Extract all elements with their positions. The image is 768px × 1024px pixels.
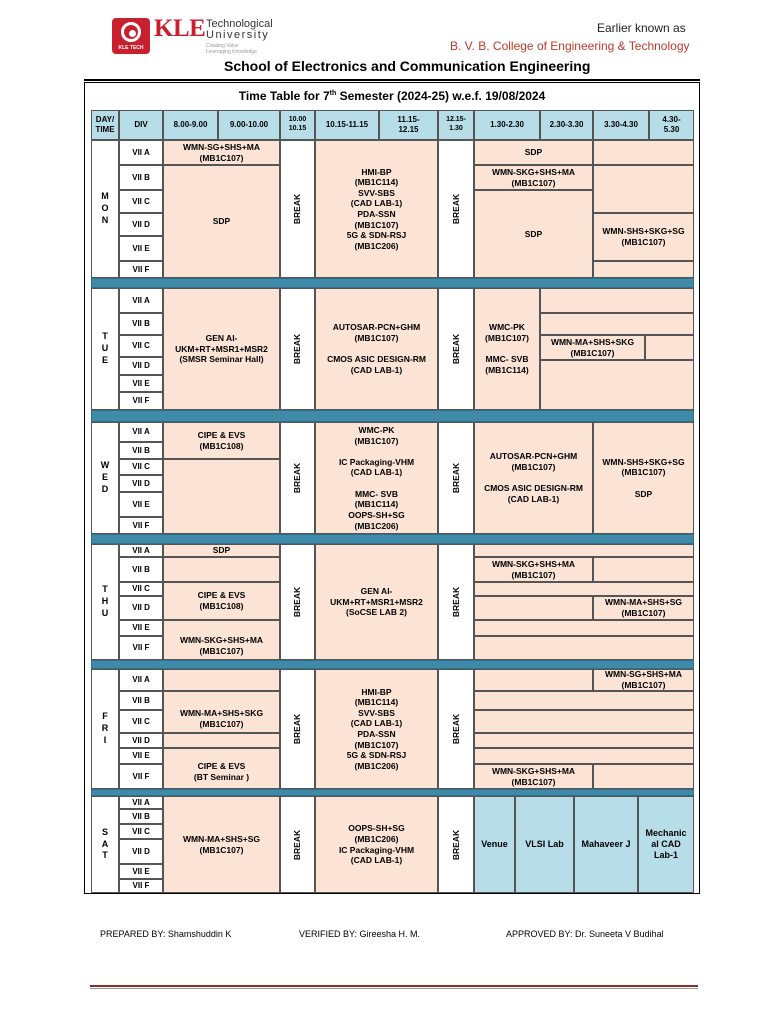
sat-mech-cad-lab: Mechanic al CAD Lab-1 (638, 796, 694, 893)
slot-empty (593, 140, 694, 165)
slot-empty (540, 313, 694, 335)
day-mon (91, 140, 119, 278)
day-separator (91, 660, 694, 669)
div-label: VII E (119, 236, 163, 261)
slot-thu-d-late: WMN-MA+SHS+SG (MB1C107) (593, 596, 694, 620)
slot-fri-f-aft: WMN-SKG+SHS+MA (MB1C107) (474, 764, 593, 789)
logo-tech: Technological (206, 18, 273, 30)
logo-sub: KLE TECH (118, 45, 144, 51)
slot-mon-bf-morning: SDP (163, 165, 280, 278)
slot-thu-cd-morning: CIPE & EVS (MB1C108) (163, 582, 280, 620)
col-time: 3.30-4.30 (593, 110, 649, 140)
slot-empty (163, 669, 280, 691)
div-label: VII C (119, 582, 163, 596)
break-label: BREAK (292, 333, 303, 365)
break-label: BREAK (450, 713, 461, 745)
slot-empty (474, 733, 694, 748)
div-label: VII C (119, 190, 163, 213)
slot-empty (474, 669, 593, 691)
div-label: VII D (119, 839, 163, 864)
day-label: S A T (101, 826, 109, 861)
col-day: DAY/ TIME (91, 110, 119, 140)
slot-sat-mid: OOPS-SH+SG (MB1C206) IC Packaging-VHM (CAD LAB-1) (315, 796, 438, 893)
day-label: F R I (101, 711, 109, 745)
break-cell (438, 669, 474, 789)
break-label: BREAK (450, 586, 461, 618)
logo-tagline: Creating Value Leveraging Knowledge (206, 43, 257, 55)
div-label: VII B (119, 809, 163, 824)
div-label: VII D (119, 733, 163, 748)
break-label: BREAK (450, 193, 461, 225)
day-separator (91, 789, 694, 796)
div-label: VII F (119, 261, 163, 278)
title-sup: th (329, 90, 337, 97)
col-time: 12.15- 1.30 (438, 110, 474, 140)
footer-rule (90, 985, 698, 987)
break-label: BREAK (292, 713, 303, 745)
col-time: 8.00-9.00 (163, 110, 218, 140)
slot-thu-a-morning: SDP (163, 544, 280, 557)
div-label: VII E (119, 492, 163, 517)
prepared-by: PREPARED BY: Shamshuddin K (100, 929, 232, 939)
slot-empty (540, 360, 694, 410)
slot-empty (163, 459, 280, 534)
slot-empty (540, 288, 694, 313)
col-time: 10.00 10.15 (280, 110, 315, 140)
title-pre: Time Table for 7 (238, 89, 330, 103)
slot-wed-mid: WMC-PK (MB1C107) IC Packaging-VHM (CAD LAB-1) MMC- SVB (MB1C114) OOPS-SH+SG (MB1C206) (315, 422, 438, 534)
logo-kle: KLE (154, 15, 206, 42)
div-label: VII E (119, 620, 163, 636)
div-label: VII A (119, 140, 163, 165)
header-rule (84, 79, 700, 81)
break-label: BREAK (292, 193, 303, 225)
logo-dot-icon (129, 30, 136, 37)
day-label: W E D (100, 460, 110, 494)
slot-mon-b-aft: WMN-SKG+SHS+MA (MB1C107) (474, 165, 593, 190)
col-time: 1.30-2.30 (474, 110, 540, 140)
div-label: VII A (119, 422, 163, 442)
div-label: VII B (119, 442, 163, 459)
div-label: VII C (119, 459, 163, 475)
col-div: DIV (119, 110, 163, 140)
slot-fri-a-late: WMN-SG+SHS+MA (MB1C107) (593, 669, 694, 691)
slot-empty (593, 165, 694, 213)
slot-fri-mid: HMI-BP (MB1C114) SVV-SBS (CAD LAB-1) PDA-SSN (MB1C107) 5G & SDN-RSJ (MB1C206) (315, 669, 438, 789)
day-separator (91, 534, 694, 544)
slot-wed-aft: AUTOSAR-PCN+GHM (MB1C107) CMOS ASIC DESIGN-RM (CAD LAB-1) (474, 422, 593, 534)
col-time: 9.00-10.00 (218, 110, 280, 140)
div-label: VII B (119, 557, 163, 582)
div-label: VII C (119, 824, 163, 839)
div-label: VII A (119, 796, 163, 809)
div-label: VII B (119, 691, 163, 710)
div-label: VII F (119, 764, 163, 789)
div-label: VII A (119, 669, 163, 691)
slot-fri-bc-morning: WMN-MA+SHS+SKG (MB1C107) (163, 691, 280, 733)
title-post: Semester (2024-25) w.e.f. 19/08/2024 (336, 89, 546, 103)
slot-mon-a-morning: WMN-SG+SHS+MA (MB1C107) (163, 140, 280, 165)
div-label: VII A (119, 544, 163, 557)
div-label: VII C (119, 335, 163, 357)
slot-thu-b-aft: WMN-SKG+SHS+MA (MB1C107) (474, 557, 593, 582)
break-cell (438, 422, 474, 534)
slot-empty (474, 748, 694, 764)
break-cell (438, 796, 474, 893)
footer-rule-thin (90, 988, 698, 989)
div-label: VII F (119, 636, 163, 660)
sat-venue: Venue (474, 796, 515, 893)
slot-mon-mid: HMI-BP (MB1C114) SVV-SBS (CAD LAB-1) PDA-SSN (MB1C107) 5G & SDN-RSJ (MB1C206) (315, 140, 438, 278)
slot-empty (474, 582, 694, 596)
slot-tue-morning: GEN AI- UKM+RT+MSR1+MSR2 (SMSR Seminar Hall) (163, 288, 280, 410)
break-cell (280, 288, 315, 410)
slot-fri-ef-morning: CIPE & EVS (BT Seminar ) (163, 748, 280, 789)
break-cell (438, 140, 474, 278)
break-cell (438, 288, 474, 410)
div-label: VII F (119, 392, 163, 410)
day-label: T H U (101, 584, 109, 618)
div-label: VII F (119, 879, 163, 893)
slot-empty (474, 636, 694, 660)
break-cell (280, 669, 315, 789)
logo-univ: University (206, 29, 270, 41)
slot-empty (474, 596, 593, 620)
day-thu (91, 544, 119, 660)
div-label: VII D (119, 213, 163, 236)
div-label: VII E (119, 864, 163, 879)
break-label: BREAK (450, 333, 461, 365)
approved-by: APPROVED BY: Dr. Suneeta V Budihal (506, 929, 664, 939)
col-time: 11.15- 12.15 (379, 110, 438, 140)
col-time: 4.30- 5.30 (649, 110, 694, 140)
slot-wed-ab-morning: CIPE & EVS (MB1C108) (163, 422, 280, 459)
slot-mon-de-late: WMN-SHS+SKG+SG (MB1C107) (593, 213, 694, 261)
break-cell (280, 544, 315, 660)
div-label: VII E (119, 375, 163, 392)
break-cell (280, 796, 315, 893)
school-name: School of Electronics and Communication Engineering (224, 58, 591, 74)
slot-empty (593, 764, 694, 789)
div-label: VII D (119, 357, 163, 375)
slot-thu-mid: GEN AI- UKM+RT+MSR1+MSR2 (SoCSE LAB 2) (315, 544, 438, 660)
slot-empty (593, 261, 694, 278)
day-sat (91, 796, 119, 893)
day-fri (91, 669, 119, 789)
slot-sat-morning: WMN-MA+SHS+SG (MB1C107) (163, 796, 280, 893)
slot-empty (593, 557, 694, 582)
break-cell (280, 140, 315, 278)
slot-tue-mid: AUTOSAR-PCN+GHM (MB1C107) CMOS ASIC DESIGN-RM (CAD LAB-1) (315, 288, 438, 410)
slot-thu-ef-morning: WMN-SKG+SHS+MA (MB1C107) (163, 620, 280, 660)
slot-wed-late: WMN-SHS+SKG+SG (MB1C107) SDP (593, 422, 694, 534)
known-as: Earlier known as (597, 21, 686, 35)
slot-empty (163, 557, 280, 582)
div-label: VII E (119, 748, 163, 764)
div-label: VII A (119, 288, 163, 313)
slot-empty (474, 691, 694, 710)
div-label: VII C (119, 710, 163, 733)
break-label: BREAK (292, 462, 303, 494)
slot-empty (474, 710, 694, 733)
break-cell (280, 422, 315, 534)
div-label: VII D (119, 475, 163, 492)
slot-mon-cf-aft: SDP (474, 190, 593, 278)
slot-empty (645, 335, 694, 360)
slot-empty (163, 733, 280, 748)
sat-mahaveer: Mahaveer J (574, 796, 638, 893)
slot-empty (474, 620, 694, 636)
col-time: 10.15-11.15 (315, 110, 379, 140)
break-label: BREAK (292, 586, 303, 618)
college-name: B. V. B. College of Engineering & Technology (450, 39, 690, 53)
verified-by: VERIFIED BY: Gireesha H. M. (299, 929, 421, 939)
day-wed (91, 422, 119, 534)
day-tue (91, 288, 119, 410)
div-label: VII B (119, 313, 163, 335)
day-label: M O N (101, 191, 109, 225)
break-label: BREAK (292, 829, 303, 860)
slot-empty (474, 544, 694, 557)
break-cell (438, 544, 474, 660)
slot-mon-a-aft: SDP (474, 140, 593, 165)
slot-tue-aft: WMC-PK (MB1C107) MMC- SVB (MB1C114) (474, 288, 540, 410)
slot-tue-late: WMN-MA+SHS+SKG (MB1C107) (540, 335, 645, 360)
div-label: VII B (119, 165, 163, 190)
break-label: BREAK (450, 829, 461, 860)
div-label: VII D (119, 596, 163, 620)
timetable-title (84, 89, 700, 103)
col-time: 2.30-3.30 (540, 110, 593, 140)
day-separator (91, 410, 694, 422)
day-label: T U E (101, 331, 109, 365)
break-label: BREAK (450, 462, 461, 494)
day-separator (91, 278, 694, 288)
div-label: VII F (119, 517, 163, 534)
sat-vlsi-lab: VLSI Lab (515, 796, 574, 893)
